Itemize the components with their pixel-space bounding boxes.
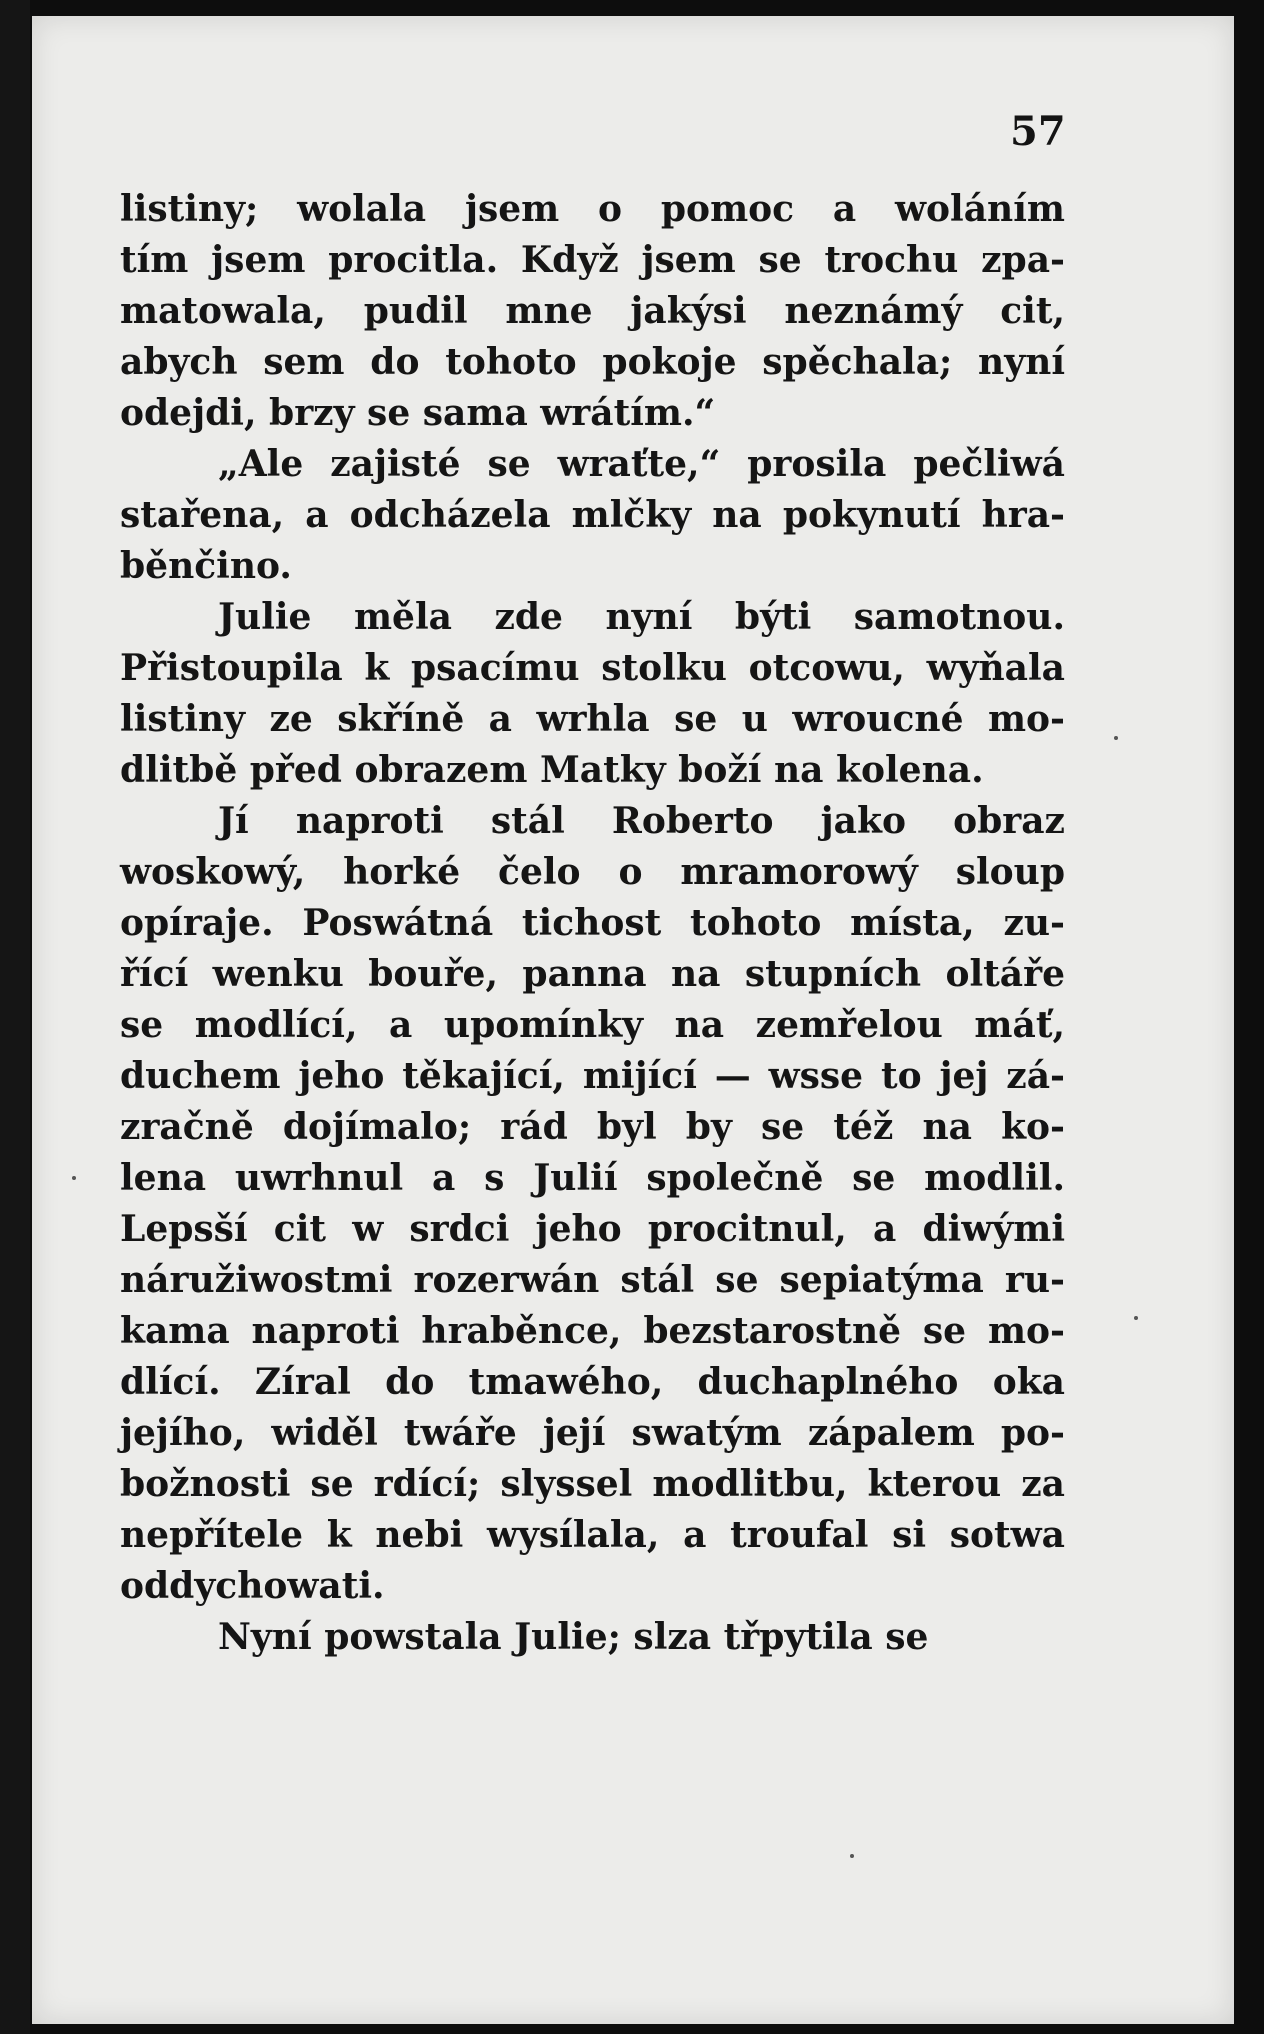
page-paper [32, 16, 1234, 2024]
text-line: božnosti se rdící; slyssel modlitbu, kterou za [120, 1463, 1065, 1505]
text-line: tím jsem procitla. Když jsem se trochu zpa- [120, 239, 1065, 281]
body-text [120, 184, 1065, 1663]
text-line: Julie měla zde nyní býti samotnou. [218, 596, 1065, 638]
text-line: dlitbě před obrazem Matky boží na kolena. [120, 749, 984, 791]
text-line: řící wenku bouře, panna na stupních oltáře [120, 953, 1065, 995]
text-line: Přistoupila k psacímu stolku otcowu, wyňala [120, 647, 1065, 689]
book-spine-edge [0, 0, 30, 2034]
text-line: nepřítele k nebi wysílala, a troufal si sotwa [120, 1514, 1065, 1556]
text-line: zračně dojímalo; rád byl by se též na ko- [120, 1106, 1065, 1148]
text-line: stařena, a odcházela mlčky na pokynutí hra- [120, 494, 1065, 536]
text-line: náružiwostmi rozerwán stál se sepiatýma ru- [120, 1259, 1065, 1301]
paper-speck [850, 1854, 854, 1858]
text-line: jejího, widěl twáře její swatým zápalem po- [120, 1412, 1065, 1454]
text-line: lena uwrhnul a s Julií společně se modlil. [120, 1157, 1065, 1199]
text-line: oddychowati. [120, 1565, 385, 1607]
text-line: listiny; wolala jsem o pomoc a woláním [120, 188, 1065, 230]
text-line: kama naproti hraběnce, bezstarostně se mo- [120, 1310, 1065, 1352]
text-line: matowala, pudil mne jakýsi neznámý cit, [120, 290, 1065, 332]
paper-speck [72, 1176, 76, 1180]
text-line: abych sem do tohoto pokoje spěchala; nyní [120, 341, 1065, 383]
text-line: listiny ze skříně a wrhla se u wroucné mo- [120, 698, 1065, 740]
text-line: opíraje. Poswátná tichost tohoto místa, zu- [120, 902, 1065, 944]
page-number: 57 [1010, 108, 1066, 155]
text-line: dlící. Zíral do tmawého, duchaplného oka [120, 1361, 1065, 1403]
text-line: duchem jeho těkající, mijící — wsse to jej zá- [120, 1055, 1065, 1097]
text-line: Jí naproti stál Roberto jako obraz [218, 800, 1065, 842]
text-line: woskowý, horké čelo o mramorowý sloup [120, 851, 1065, 893]
text-line: odejdi, brzy se sama wrátím.“ [120, 392, 716, 434]
text-line: se modlící, a upomínky na zemřelou máť, [120, 1004, 1065, 1046]
text-line: běnčino. [120, 545, 292, 587]
paper-speck [1114, 736, 1118, 740]
text-line: Nyní powstala Julie; slza třpytila se [218, 1616, 929, 1658]
text-line: Lepsší cit w srdci jeho procitnul, a diwými [120, 1208, 1065, 1250]
paper-speck [1134, 1316, 1138, 1320]
text-line: „Ale zajisté se wraťte,“ prosila pečliwá [218, 443, 1065, 485]
